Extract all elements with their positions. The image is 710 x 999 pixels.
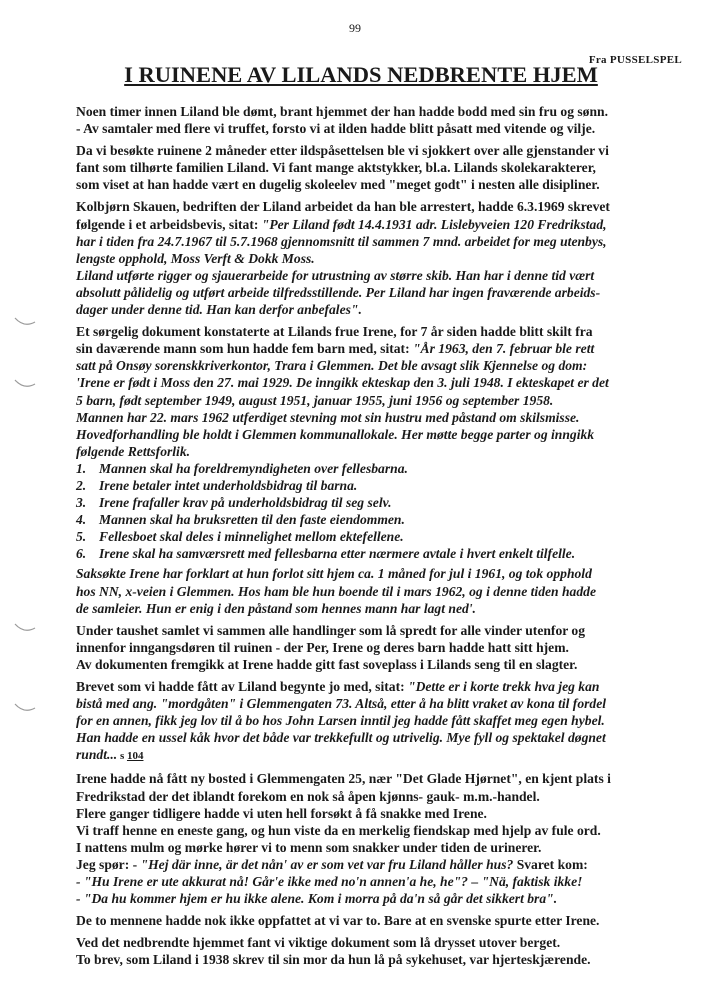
text-line: Vi traff henne en eneste gang, og hun viste da en merkelig fiendskap med hjelp av fule ord. (76, 822, 601, 838)
text-line: Fredrikstad der det iblandt forekom en nok så åpen kjønns- gauk- m.m.-handel. (76, 788, 540, 804)
quote-line: Mannen har 22. mars 1962 utferdiget stevning mot sin hustru med påstand om skilsmisse. (76, 409, 580, 425)
margin-mark (14, 622, 36, 634)
text-line: De to mennene hadde nok ikke oppfattet at vi var to. Bare at en svenske spurte etter Irene. (76, 913, 600, 929)
paragraph-new-home (76, 770, 680, 907)
text-segment: Jeg spør: - (76, 856, 141, 872)
text-line: To brev, som Liland i 1938 skrev til sin mor da hun lå på sykehuset, var hjerteskjærende. (76, 952, 591, 968)
quote-line: bistå med ang. "mordgåten" i Glemmengaten 73. Altså, etter å ha blitt vraket av kona til fordel (76, 696, 607, 712)
text-segment: Svaret kom: (513, 856, 588, 872)
text-segment: følgende i et arbeidsbevis, sitat: (76, 216, 262, 232)
text-line: I nattens mulm og mørke hører vi to menn som snakker under tiden de urinerer. (76, 839, 542, 855)
quote-line: har i tiden fra 24.7.1967 til 5.7.1968 gjennomsnitt til sammen 7 mnd. arbeidet for meg utenbys, (76, 233, 607, 249)
list-item: 1. Mannen skal ha foreldremyndigheten over fellesbarna. (76, 460, 408, 476)
article-body (76, 103, 680, 974)
paragraph-divorce (76, 323, 680, 460)
quote-line: dager under denne tid. Han kan derfor anbefales". (76, 302, 362, 318)
quote-segment: rundt... (76, 747, 118, 763)
text-segment: sin daværende mann som hun hadde fem barn med, sitat: (76, 341, 413, 357)
paragraph-testimony (76, 565, 680, 616)
quote-segment: "År 1963, den 7. februar ble rett (413, 341, 595, 357)
quote-line: - "Da hu kommer hjem er hu ikke alene. Kom i morra på da'n så går det sikkert bra". (76, 891, 558, 907)
margin-mark (14, 378, 36, 390)
text-segment: Brevet som vi hadde fått av Liland begynte jo med, sitat: (76, 679, 409, 694)
quote-line: satt på Onsøy sorenskkriverkontor, Trara i Glemmen. Det ble avsagt slik Kjennelse og dom: (76, 358, 588, 374)
source-label: Fra PUSSELSPEL (588, 54, 682, 66)
settlement-terms-list (76, 460, 680, 563)
list-item: 2. Irene betaler intet underholdsbidrag til barna. (76, 477, 358, 493)
margin-mark (14, 702, 36, 714)
paragraph-collection (76, 622, 680, 673)
paragraph-intro (76, 103, 680, 137)
quote-line: 'Irene er født i Moss den 27. mai 1929. De inngikk ekteskap den 3. juli 1948. I ekteskapet er det (76, 375, 609, 391)
paragraph-two-men (76, 912, 680, 929)
page-ref-prefix: s (117, 750, 127, 763)
quote-line: for en annen, fikk jeg lov til å bo hos John Larsen inntil jeg hadde fått skaffet meg egen hybel. (76, 713, 605, 729)
quote-line: absolutt pålidelig og utført arbeide tilfredsstillende. Per Liland har ingen fraværende arbeids- (76, 284, 601, 300)
quote-line: Han hadde en ussel kåk hvor det både var trekkefullt og utrivelig. Mye fyll og spektakel døgnet (76, 730, 606, 746)
page-reference-link[interactable]: 104 (126, 750, 144, 763)
quote-line: de samleier. Hun er enig i den påstand som hennes mann har lagt ned'. (76, 600, 476, 616)
quote-line: lengste opphold, Moss Verft & Dokk Moss. (76, 250, 315, 266)
quote-line: følgende Rettsforlik. (76, 443, 191, 459)
paragraph-visit (76, 142, 680, 193)
text-line: innenfor inngangsdøren til ruinen - der Per, Irene og deres barn hadde hatt sitt hjem. (76, 639, 569, 655)
list-item: 3. Irene frafaller krav på underholdsbidrag til seg selv. (76, 495, 392, 511)
text-line: fant som tilhørte familien Liland. Vi fant mange aktstykker, bl.a. Lilands skolekarakterer, (76, 160, 596, 176)
page-number: 99 (349, 21, 361, 35)
text-line: Ved det nedbrendte hjemmet fant vi viktige dokument som lå drysset utover berget. (76, 935, 561, 951)
list-item: 4. Mannen skal ha bruksretten til den faste eiendommen. (76, 512, 405, 528)
text-line: Irene hadde nå fått ny bosted i Glemmengaten 25, nær "Det Glade Hjørnet", en kjent plats i (76, 771, 611, 787)
quote-line: Hovedforhandling ble holdt i Glemmen kommunallokale. Her møtte begge parter og inngikk (76, 426, 595, 442)
text-line: Under taushet samlet vi sammen alle handlinger som lå spredt for alle vinder utenfor og (76, 622, 586, 638)
quote-line: 5 barn, født september 1949, august 1951, januar 1955, juni 1956 og september 1958. (76, 392, 554, 408)
list-item: 6. Irene skal ha samværsrett med fellesbarna etter nærmere avtale i hvert enkelt tilfelle. (76, 546, 576, 562)
text-line: Noen timer innen Liland ble dømt, brant hjemmet der han hadde bodd med sin fru og sønn. (76, 104, 608, 119)
quote-segment: "Hej där inne, är det nån' av er som vet var fru Liland håller hus? (140, 856, 514, 872)
text-line: Av dokumenten fremgikk at Irene hadde gitt fast soveplass i Lilands seng til en slagter. (76, 656, 578, 672)
quote-segment: "Per Liland født 14.4.1931 adr. Lislebyveien 120 Fredrikstad, (261, 216, 607, 232)
paragraph-work-certificate (76, 198, 680, 318)
quote-line: - "Hu Irene er ute akkurat nå! Går'e ikke med no'n annen'a he, he"? – "Nä, faktisk ikke! (76, 874, 583, 890)
paragraph-letter (76, 678, 680, 765)
paragraph-documents (76, 934, 680, 968)
quote-line: Liland utførte rigger og sjauerarbeide for utrustning av større skib. Han har i denne tid vært (76, 267, 595, 283)
text-line: Da vi besøkte ruinene 2 måneder etter ildspåsettelsen ble vi sjokkert over alle gjenstander vi (76, 143, 609, 159)
list-item: 5. Fellesboet skal deles i minnelighet mellom ektefellene. (76, 529, 404, 545)
text-line: Flere ganger tidligere hadde vi uten hell forsøkt å få snakke med Irene. (76, 805, 487, 821)
quote-segment: "Dette er i korte trekk hva jeg kan (408, 679, 600, 694)
text-line: - Av samtaler med flere vi truffet, forsto vi at ilden hadde blitt påsatt med vitende og vilje. (76, 121, 596, 137)
margin-mark (14, 316, 36, 328)
text-line: Et sørgelig dokument konstaterte at Lilands frue Irene, for 7 år siden hadde blitt skilt fra (76, 324, 593, 340)
text-line: Kolbjørn Skauen, bedriften der Liland arbeidet da han ble arrestert, hadde 6.3.1969 skrevet (76, 199, 610, 215)
page-title: I RUINENE AV LILANDS NEDBRENTE HJEM (124, 62, 598, 87)
quote-line: hos NN, x-veien i Glemmen. Hos ham ble hun boende til i mars 1962, og i denne tiden hadde (76, 583, 596, 599)
text-line: som viset at han hadde vært en dugelig skoleelev med "meget godt" i nesten alle disipliner. (76, 177, 600, 193)
quote-line: Saksøkte Irene har forklart at hun forlot sitt hjem ca. 1 måned for jul i 1961, og tok opphold (76, 566, 592, 582)
